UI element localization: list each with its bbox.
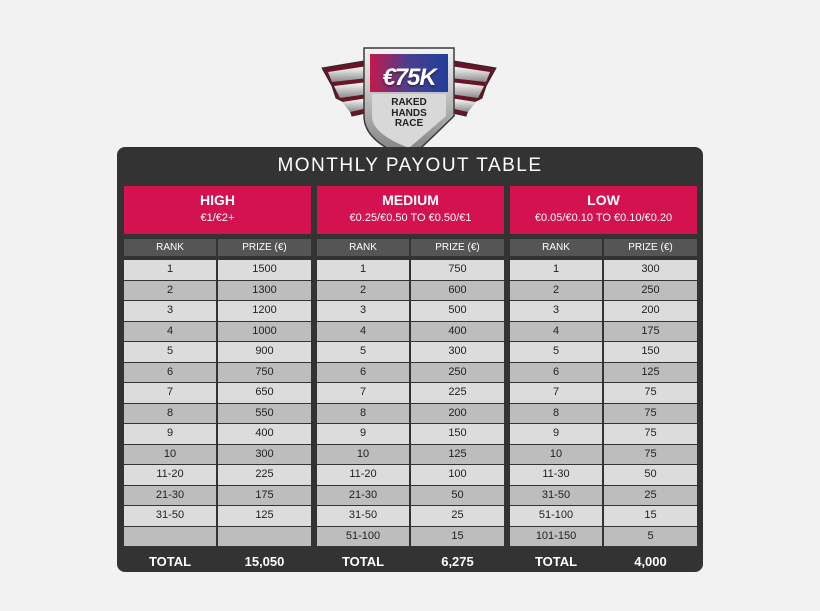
rank-cell: 6 [124,363,216,383]
table-row [317,383,504,404]
table-row [317,363,504,384]
prize-cell: 500 [411,301,504,321]
rank-cell: 6 [317,363,409,383]
total-value: 15,050 [244,554,285,569]
prize-cell: 200 [411,404,504,424]
table-row [317,445,504,466]
table-row [510,486,697,507]
prize-cell: 150 [604,342,697,362]
table-row [317,322,504,343]
table-body [124,260,311,547]
rank-header: RANK [510,239,602,256]
rank-cell: 9 [510,424,602,444]
rank-cell: 9 [124,424,216,444]
table-row [510,260,697,281]
rank-header: RANK [124,239,216,256]
rank-cell: 10 [510,445,602,465]
prize-cell: 900 [218,342,311,362]
raked-hands-race-badge [318,42,500,160]
rank-cell: 2 [124,281,216,301]
rank-cell: 10 [317,445,409,465]
tier-name: HIGH [200,192,235,208]
table-row [510,322,697,343]
total-label: TOTAL [341,554,385,569]
rank-cell: 101-150 [510,527,602,547]
table-body [317,260,504,547]
rank-cell: 6 [510,363,602,383]
rank-cell: 51-100 [510,506,602,526]
rank-cell: 5 [510,342,602,362]
rank-cell: 9 [317,424,409,444]
rank-cell: 51-100 [317,527,409,547]
prize-cell: 550 [218,404,311,424]
prize-cell: 1200 [218,301,311,321]
total-row [317,551,504,573]
rank-cell: 8 [510,404,602,424]
total-label: TOTAL [534,554,578,569]
table-row [317,506,504,527]
table-row [510,301,697,322]
table-row [510,383,697,404]
prize-cell: 125 [411,445,504,465]
rank-cell: 5 [317,342,409,362]
tier-name: MEDIUM [382,192,439,208]
table-high [124,186,311,573]
table-row [124,383,311,404]
table-row [124,260,311,281]
rank-cell: 5 [124,342,216,362]
rank-cell: 31-50 [317,506,409,526]
prize-cell: 1000 [218,322,311,342]
rank-cell: 3 [510,301,602,321]
prize-cell: 175 [218,486,311,506]
prize-cell: 225 [218,465,311,485]
column-headers [510,239,697,256]
rank-cell: 7 [317,383,409,403]
table-row [124,404,311,425]
prize-cell: 750 [411,260,504,280]
table-row [317,424,504,445]
prize-cell: 150 [411,424,504,444]
table-row [317,260,504,281]
prize-cell: 125 [218,506,311,526]
rank-cell: 1 [317,260,409,280]
prize-cell: 1300 [218,281,311,301]
prize-cell: 50 [604,465,697,485]
table-row [124,527,311,548]
prize-cell: 75 [604,383,697,403]
prize-header: PRIZE (€) [218,239,311,256]
table-row [317,301,504,322]
prize-cell: 300 [604,260,697,280]
rank-cell: 11-20 [124,465,216,485]
table-row [124,301,311,322]
prize-header: PRIZE (€) [411,239,504,256]
prize-cell: 100 [411,465,504,485]
rank-cell [124,527,216,547]
table-row [510,506,697,527]
prize-cell: 75 [604,445,697,465]
prize-cell: 25 [604,486,697,506]
prize-cell: 15 [411,527,504,547]
prize-header: PRIZE (€) [604,239,697,256]
table-row [124,486,311,507]
table-row [124,445,311,466]
table-row [317,281,504,302]
rank-cell: 4 [124,322,216,342]
page-title: MONTHLY PAYOUT TABLE [277,155,543,176]
table-row [510,342,697,363]
table-row [510,445,697,466]
payout-card [117,147,703,572]
prize-cell: 175 [604,322,697,342]
rank-header: RANK [317,239,409,256]
table-row [124,281,311,302]
rank-cell: 31-50 [124,506,216,526]
rank-cell: 11-20 [317,465,409,485]
rank-cell: 8 [317,404,409,424]
table-row [510,281,697,302]
badge-subtitle: RAKED HANDS RACE [391,97,427,129]
rank-cell: 3 [124,301,216,321]
total-value: 4,000 [634,554,667,569]
prize-cell [218,527,311,547]
prize-cell: 750 [218,363,311,383]
tier-header [124,186,311,234]
rank-cell: 7 [124,383,216,403]
tier-name: LOW [587,192,620,208]
table-row [124,322,311,343]
badge-amount: €75K [382,64,436,91]
table-row [317,486,504,507]
table-row [510,465,697,486]
tier-header [317,186,504,234]
prize-cell: 250 [411,363,504,383]
table-row [124,363,311,384]
prize-cell: 300 [411,342,504,362]
prize-cell: 400 [411,322,504,342]
rank-cell: 11-30 [510,465,602,485]
rank-cell: 21-30 [317,486,409,506]
table-row [317,527,504,548]
tier-stakes: €0.25/€0.50 TO €0.50/€1 [349,212,472,224]
prize-cell: 15 [604,506,697,526]
rank-cell: 3 [317,301,409,321]
column-headers [124,239,311,256]
table-row [317,342,504,363]
rank-cell: 31-50 [510,486,602,506]
prize-cell: 75 [604,424,697,444]
table-row [124,424,311,445]
prize-cell: 250 [604,281,697,301]
table-body [510,260,697,547]
rank-cell: 2 [317,281,409,301]
table-row [510,424,697,445]
total-row [510,551,697,573]
prize-cell: 225 [411,383,504,403]
prize-cell: 25 [411,506,504,526]
rank-cell: 7 [510,383,602,403]
prize-cell: 300 [218,445,311,465]
rank-cell: 4 [317,322,409,342]
table-row [317,404,504,425]
table-row [510,527,697,548]
prize-cell: 400 [218,424,311,444]
tier-stakes: €0.05/€0.10 TO €0.10/€0.20 [534,212,673,224]
tier-stakes: €1/€2+ [200,212,235,224]
table-medium [317,186,504,573]
table-row [510,363,697,384]
prize-cell: 600 [411,281,504,301]
total-value: 6,275 [441,554,474,569]
prize-cell: 50 [411,486,504,506]
rank-cell: 8 [124,404,216,424]
prize-cell: 75 [604,404,697,424]
total-row [124,551,311,573]
prize-cell: 5 [604,527,697,547]
prize-cell: 1500 [218,260,311,280]
table-row [317,465,504,486]
tier-header [510,186,697,234]
prize-cell: 125 [604,363,697,383]
column-headers [317,239,504,256]
table-low [510,186,697,573]
prize-cell: 200 [604,301,697,321]
prize-cell: 650 [218,383,311,403]
rank-cell: 4 [510,322,602,342]
rank-cell: 2 [510,281,602,301]
rank-cell: 21-30 [124,486,216,506]
total-label: TOTAL [148,554,192,569]
rank-cell: 1 [510,260,602,280]
table-row [124,342,311,363]
table-row [124,465,311,486]
table-row [510,404,697,425]
rank-cell: 10 [124,445,216,465]
table-row [124,506,311,527]
rank-cell: 1 [124,260,216,280]
